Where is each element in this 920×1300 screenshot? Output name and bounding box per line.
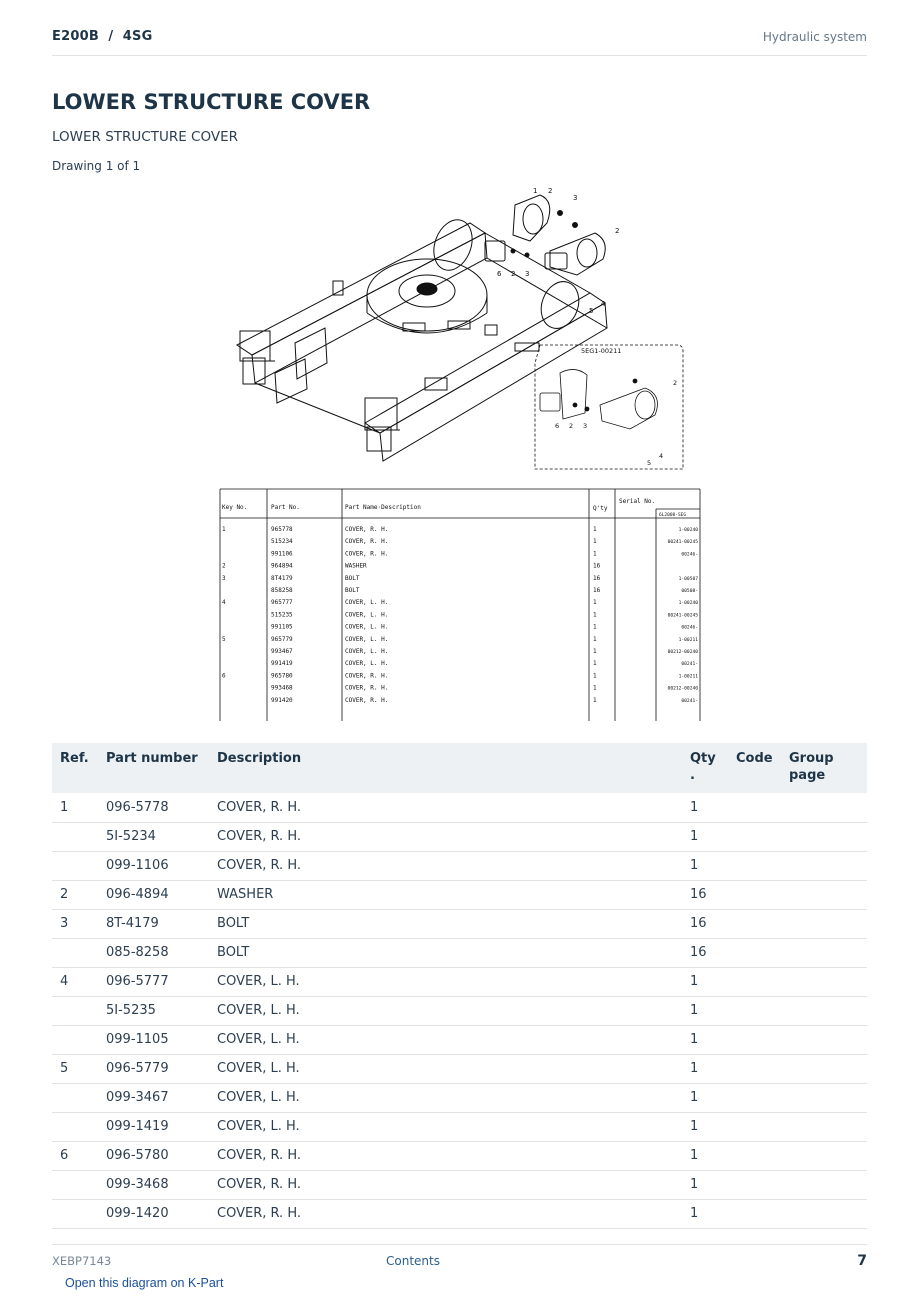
inset-callout-2b: 2	[569, 422, 574, 430]
table-row	[52, 909, 867, 938]
model-label: E200B / 4SG	[52, 29, 153, 44]
row-qty: 1	[690, 1199, 736, 1228]
row-code	[736, 1083, 789, 1112]
row-group-page	[789, 851, 867, 880]
row-qty: 16	[690, 938, 736, 967]
table-row	[52, 996, 867, 1025]
row-ref: 3	[52, 909, 106, 938]
row-description: COVER, R. H.	[217, 1170, 690, 1199]
row-group-page	[789, 967, 867, 996]
table-row	[52, 1025, 867, 1054]
scan-cell-part: 991105	[271, 623, 293, 631]
row-part-number: 8T-4179	[106, 909, 217, 938]
inset-callout-5: 5	[647, 459, 652, 467]
row-qty: 16	[690, 909, 736, 938]
row-description: BOLT	[217, 938, 690, 967]
document-id: XEBP7143	[52, 1254, 112, 1268]
callout-3a: 3	[573, 194, 578, 202]
row-ref: 5	[52, 1054, 106, 1083]
scan-cell-part: 964894	[271, 562, 293, 570]
scanned-table-headers	[222, 498, 686, 518]
scan-cell-part: 965779	[271, 635, 293, 643]
row-description: COVER, R. H.	[217, 793, 690, 822]
callout-2b: 2	[615, 227, 620, 235]
scan-cell-qty: 1	[593, 660, 597, 668]
scan-cell-desc: COVER, L. H.	[345, 599, 389, 607]
row-group-page	[789, 938, 867, 967]
parts-diagram	[215, 183, 705, 723]
row-part-number: 096-5779	[106, 1054, 217, 1083]
row-group-page	[789, 822, 867, 851]
row-part-number: 085-8258	[106, 938, 217, 967]
table-row	[52, 938, 867, 967]
scan-cell-key: 3	[222, 574, 226, 582]
row-code	[736, 967, 789, 996]
scan-header-serial-sub: 6L2008-SEG	[659, 513, 687, 518]
row-code	[736, 822, 789, 851]
row-ref	[52, 1170, 106, 1199]
row-qty: 1	[690, 996, 736, 1025]
scan-cell-desc: COVER, L. H.	[345, 648, 389, 655]
page-footer	[52, 1244, 867, 1274]
scan-cell-qty: 1	[593, 635, 597, 643]
open-kpart-link[interactable]: Open this diagram on K-Part	[65, 1276, 224, 1290]
scan-cell-qty: 1	[593, 599, 597, 607]
row-code	[736, 909, 789, 938]
row-description: BOLT	[217, 909, 690, 938]
row-group-page	[789, 793, 867, 822]
serial-inset	[535, 345, 683, 469]
inset-callout-6: 6	[555, 422, 560, 430]
scan-cell-qty: 1	[593, 611, 597, 619]
row-group-page	[789, 1170, 867, 1199]
callout-4: 4	[601, 300, 606, 308]
row-code	[736, 1199, 789, 1228]
row-description: COVER, L. H.	[217, 996, 690, 1025]
scan-cell-part: 8T4179	[271, 574, 293, 582]
row-code	[736, 1025, 789, 1054]
parts-table-header	[52, 743, 867, 793]
scan-cell-serial: 00508-	[681, 589, 698, 594]
scan-header-part: Part No.	[271, 504, 300, 511]
row-description: COVER, L. H.	[217, 1083, 690, 1112]
scan-cell-desc: BOLT	[345, 574, 360, 582]
row-qty: 1	[690, 822, 736, 851]
row-part-number: 099-1419	[106, 1112, 217, 1141]
table-row	[52, 1141, 867, 1170]
row-code	[736, 880, 789, 909]
scan-cell-serial: 00241-	[681, 662, 698, 668]
row-part-number: 099-1105	[106, 1025, 217, 1054]
header-code: Code	[736, 743, 789, 793]
row-code	[736, 1141, 789, 1170]
row-part-number: 099-3468	[106, 1170, 217, 1199]
contents-link[interactable]: Contents	[386, 1254, 440, 1268]
row-qty: 1	[690, 1170, 736, 1199]
table-row	[52, 967, 867, 996]
row-group-page	[789, 1025, 867, 1054]
scan-cell-part: 965778	[271, 526, 293, 533]
row-group-page	[789, 909, 867, 938]
row-group-page	[789, 1083, 867, 1112]
callout-5: 5	[589, 307, 594, 315]
header-qty: Qty .	[690, 743, 736, 793]
scan-cell-part: 965780	[271, 672, 293, 680]
scan-cell-serial: 00241-	[681, 698, 698, 704]
scan-header-serial: Serial No.	[619, 498, 656, 505]
inset-callout-3: 3	[583, 422, 588, 430]
scan-cell-part: 991420	[271, 696, 293, 704]
row-description: COVER, L. H.	[217, 967, 690, 996]
callout-6: 6	[497, 270, 502, 278]
row-qty: 1	[690, 1083, 736, 1112]
row-qty: 16	[690, 880, 736, 909]
row-qty: 1	[690, 851, 736, 880]
row-ref	[52, 996, 106, 1025]
row-description: COVER, L. H.	[217, 1025, 690, 1054]
table-row	[52, 822, 867, 851]
scan-cell-part: 858258	[271, 587, 293, 594]
row-ref	[52, 822, 106, 851]
row-ref	[52, 1112, 106, 1141]
parts-table-body	[52, 793, 867, 1228]
scan-cell-serial: 00241-00245	[667, 540, 698, 546]
scan-cell-serial: 1-00240	[678, 528, 698, 533]
row-part-number: 096-4894	[106, 880, 217, 909]
header-description: Description	[217, 743, 690, 793]
row-group-page	[789, 996, 867, 1025]
page-subtitle: LOWER STRUCTURE COVER	[52, 129, 239, 145]
table-row	[52, 1170, 867, 1199]
scan-cell-desc: COVER, L. H.	[345, 623, 389, 631]
inset-callout-2a: 2	[673, 379, 678, 387]
row-description: WASHER	[217, 880, 690, 909]
row-ref	[52, 1025, 106, 1054]
scan-cell-serial: 1-00211	[678, 674, 698, 680]
table-row	[52, 1054, 867, 1083]
row-description: COVER, L. H.	[217, 1054, 690, 1083]
scan-cell-serial: 00246-	[681, 552, 698, 558]
exploded-covers	[485, 195, 605, 275]
inset-callouts	[555, 347, 677, 467]
row-group-page	[789, 1141, 867, 1170]
row-description: COVER, R. H.	[217, 822, 690, 851]
scan-cell-key: 4	[222, 599, 226, 607]
row-ref	[52, 938, 106, 967]
scan-cell-part: 965777	[271, 599, 293, 607]
row-description: COVER, R. H.	[217, 851, 690, 880]
frame-side-left	[252, 233, 487, 383]
row-group-page	[789, 1199, 867, 1228]
inset-callout-4: 4	[659, 452, 664, 460]
row-code	[736, 851, 789, 880]
table-row	[52, 1083, 867, 1112]
header-ref: Ref.	[52, 743, 106, 793]
scan-cell-desc: COVER, R. H.	[345, 696, 389, 704]
scan-cell-qty: 1	[593, 623, 597, 631]
scan-cell-part: 515235	[271, 611, 293, 619]
row-code	[736, 1054, 789, 1083]
header-part-number: Part number	[106, 743, 217, 793]
drawing-count: Drawing 1 of 1	[52, 159, 141, 173]
scan-cell-qty: 1	[593, 538, 597, 546]
scan-cell-qty: 1	[593, 526, 597, 533]
scan-cell-qty: 16	[593, 562, 601, 570]
lower-frame-drawing	[237, 214, 607, 461]
table-row	[52, 1112, 867, 1141]
scan-cell-serial: 00212-00240	[667, 650, 698, 655]
cover-6-shape	[485, 241, 505, 261]
scan-cell-part: 991419	[271, 660, 293, 668]
row-qty: 1	[690, 1112, 736, 1141]
scan-cell-qty: 16	[593, 574, 601, 582]
scan-cell-desc: COVER, L. H.	[345, 660, 389, 668]
frame-top-rail	[237, 223, 485, 355]
row-code	[736, 1112, 789, 1141]
frame-side-right	[380, 303, 607, 461]
row-part-number: 096-5777	[106, 967, 217, 996]
scan-cell-key: 5	[222, 635, 226, 643]
header-group-page: Group page	[789, 743, 867, 793]
row-part-number: 099-3467	[106, 1083, 217, 1112]
scan-header-qty: Q'ty	[593, 505, 608, 512]
scan-cell-qty: 1	[593, 648, 597, 655]
scan-cell-serial: 00212-00240	[667, 686, 698, 692]
table-row	[52, 880, 867, 909]
page-number: 7	[857, 1253, 867, 1269]
scan-cell-desc: COVER, R. H.	[345, 684, 389, 692]
scan-cell-desc: WASHER	[345, 562, 367, 570]
scan-cell-qty: 16	[593, 587, 601, 594]
row-part-number: 5I-5235	[106, 996, 217, 1025]
row-ref	[52, 851, 106, 880]
table-row	[52, 851, 867, 880]
scan-header-desc: Part Name·Description	[345, 504, 421, 511]
row-code	[736, 1170, 789, 1199]
row-qty: 1	[690, 1141, 736, 1170]
scan-cell-part: 993467	[271, 648, 293, 655]
section-label: Hydraulic system	[762, 30, 867, 44]
row-part-number: 099-1420	[106, 1199, 217, 1228]
scan-cell-qty: 1	[593, 684, 597, 692]
scan-cell-desc: COVER, R. H.	[345, 526, 389, 533]
scan-header-key: Key No.	[222, 504, 248, 511]
parts-table	[52, 743, 867, 1229]
scan-cell-qty: 1	[593, 696, 597, 704]
row-description: COVER, R. H.	[217, 1199, 690, 1228]
row-ref: 1	[52, 793, 106, 822]
callout-3b: 3	[525, 270, 530, 278]
scan-cell-part: 515234	[271, 538, 293, 546]
row-part-number: 5I-5234	[106, 822, 217, 851]
row-qty: 1	[690, 967, 736, 996]
row-qty: 1	[690, 1025, 736, 1054]
row-qty: 1	[690, 793, 736, 822]
row-group-page	[789, 1112, 867, 1141]
row-group-page	[789, 880, 867, 909]
row-part-number: 096-5778	[106, 793, 217, 822]
row-ref: 4	[52, 967, 106, 996]
scan-cell-serial: 1-00240	[678, 601, 698, 607]
scan-cell-part: 991106	[271, 550, 293, 558]
row-code	[736, 793, 789, 822]
row-code	[736, 996, 789, 1025]
callout-2c: 2	[511, 270, 516, 278]
callout-2a: 2	[548, 187, 553, 195]
scan-cell-desc: COVER, L. H.	[345, 635, 389, 643]
scan-cell-desc: COVER, R. H.	[345, 672, 389, 680]
scan-cell-serial: 1-00507	[678, 576, 698, 582]
row-ref: 6	[52, 1141, 106, 1170]
scan-cell-key: 1	[222, 526, 226, 533]
row-description: COVER, L. H.	[217, 1112, 690, 1141]
scan-cell-key: 2	[222, 562, 226, 570]
scan-cell-qty: 1	[593, 550, 597, 558]
page-title: LOWER STRUCTURE COVER	[52, 90, 371, 114]
scan-cell-serial: 1-00211	[678, 637, 698, 643]
row-description: COVER, R. H.	[217, 1141, 690, 1170]
scan-cell-qty: 1	[593, 672, 597, 680]
callout-1: 1	[533, 187, 538, 195]
scanned-table-rows	[222, 526, 698, 704]
row-group-page	[789, 1054, 867, 1083]
inset-label: 5EG1-00211	[581, 347, 622, 355]
row-code	[736, 938, 789, 967]
row-part-number: 096-5780	[106, 1141, 217, 1170]
row-ref	[52, 1199, 106, 1228]
scan-cell-desc: COVER, L. H.	[345, 611, 389, 619]
scan-cell-serial: 00246-	[681, 625, 698, 631]
row-ref: 2	[52, 880, 106, 909]
row-part-number: 099-1106	[106, 851, 217, 880]
page-header	[52, 29, 867, 56]
row-ref	[52, 1083, 106, 1112]
scan-cell-desc: COVER, R. H.	[345, 550, 389, 558]
table-row	[52, 793, 867, 822]
scan-cell-serial: 00241-00245	[667, 613, 698, 619]
scan-cell-key: 6	[222, 672, 226, 680]
table-row	[52, 1199, 867, 1228]
scan-cell-desc: BOLT	[345, 587, 360, 594]
row-qty: 1	[690, 1054, 736, 1083]
scan-cell-part: 993468	[271, 684, 293, 692]
scan-cell-desc: COVER, R. H.	[345, 538, 389, 546]
